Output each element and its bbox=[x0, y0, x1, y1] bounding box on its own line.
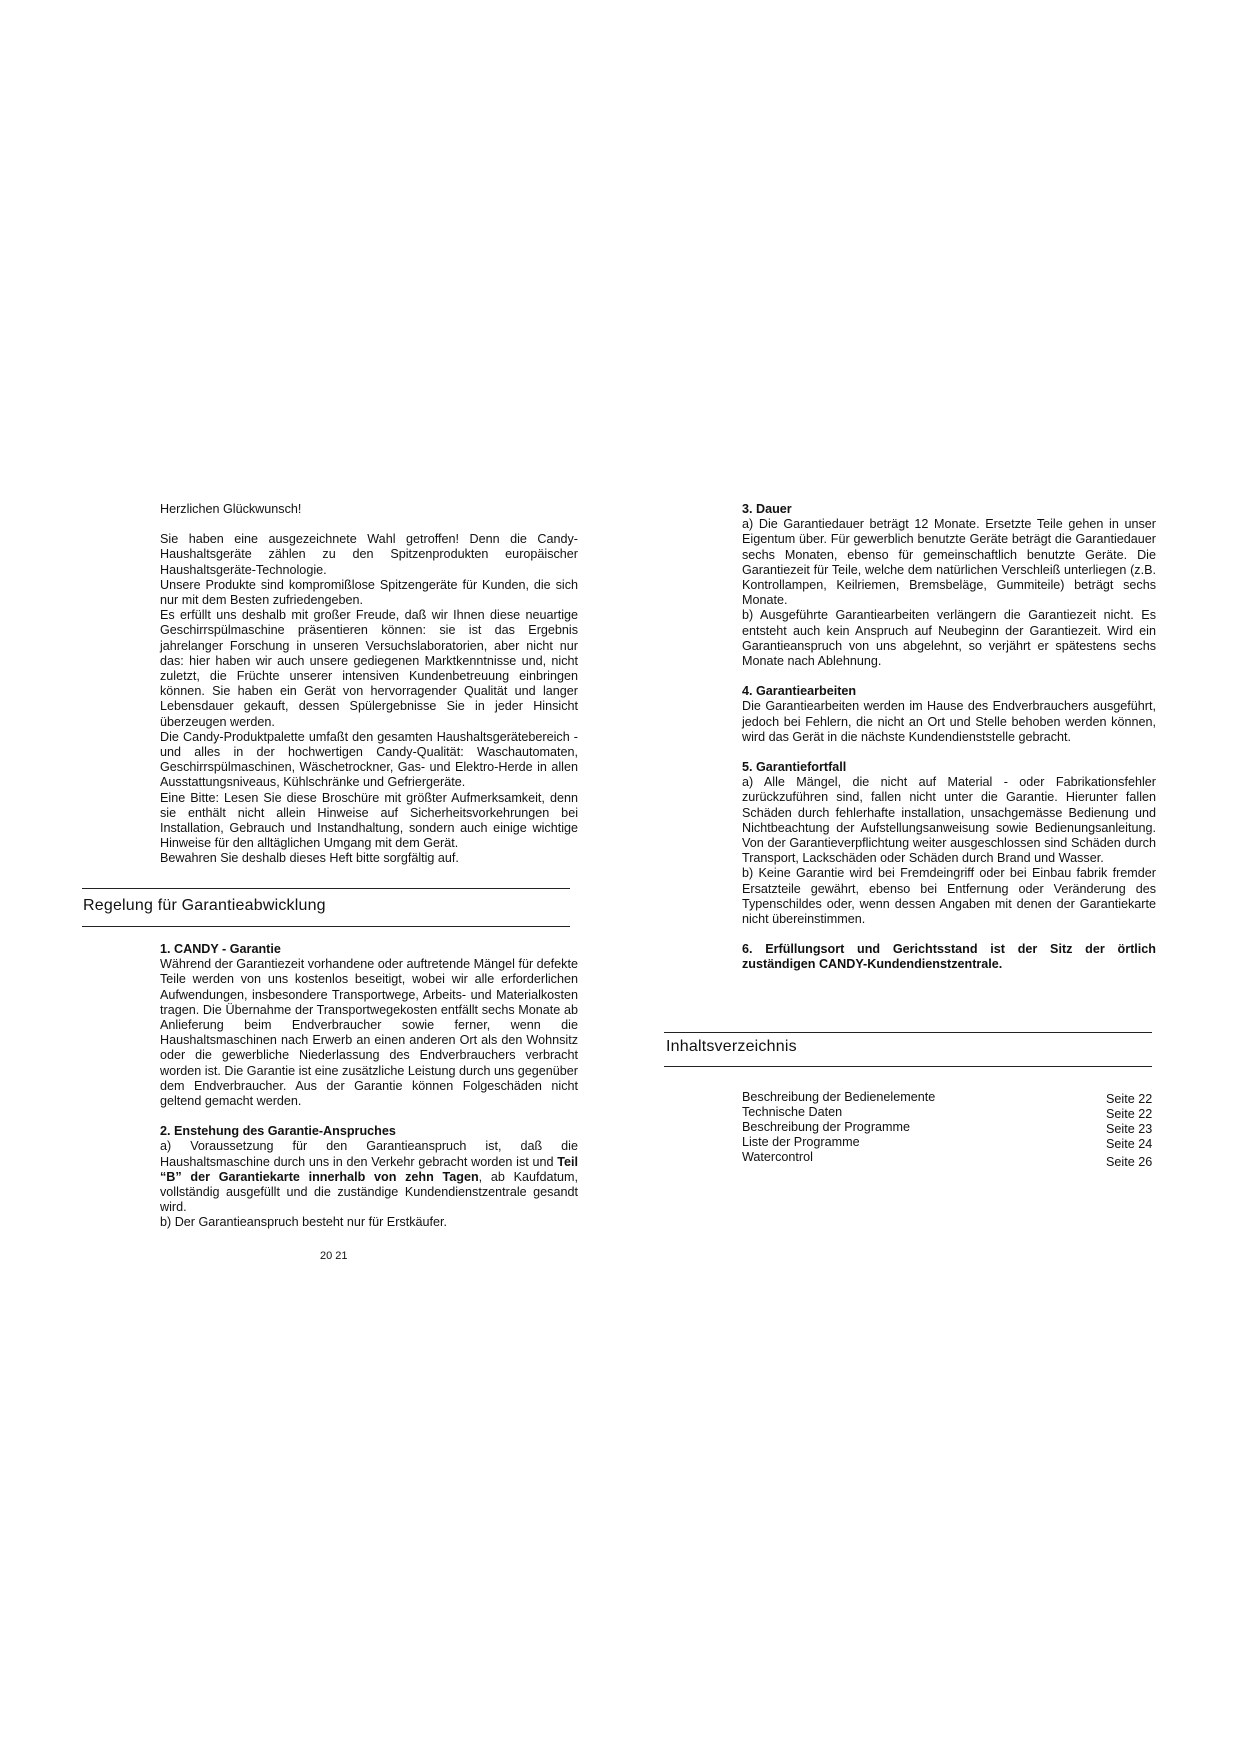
s5-a: a) Alle Mängel, die nicht auf Material - oder Fabrikationsfehler zurückzuführen sind, fallen nicht unter die Garantie. Hierunter fallen Schäden durch fehlerhafte installation, unsachgemässe Bedienung und Nichtbeachtung der Aufstellungsanweisung sowie Bedienungsanleitung. Von der Garantieverpflichtung weiter ausgeschlossen sind Schäden durch Transport, Lackschäden oder Schäden durch Brand und Wasser. bbox=[742, 775, 1156, 866]
toc-entry-label: Liste der Programme bbox=[742, 1135, 860, 1149]
intro-paragraph-3: Es erfüllt uns deshalb mit großer Freude, daß wir Ihnen diese neuartige Geschirrspülmaschine präsentieren können: sie ist das Ergebnis jahrelanger Forschung in unseren Versuchslaboratorien, aber nicht nur das: hier haben wir auch unsere gediegenen Marktkenntnisse und, nicht zuletzt, die Früchte unserer intensiven Kundenbetreuung einbringen können. Sie haben ein Gerät von hervorragender Qualität und langer Lebensdauer gekauft, dessen Spülergebnisse Sie in jeder Hinsicht überzeugen werden. bbox=[160, 608, 578, 729]
divider-bottom-toc bbox=[664, 1066, 1152, 1067]
s1-title: 1. CANDY - Garantie bbox=[160, 942, 281, 956]
toc-entry[interactable] bbox=[742, 1090, 1162, 1105]
toc-entry-page: Seite 24 bbox=[1106, 1137, 1153, 1151]
s2-a bbox=[160, 1139, 578, 1215]
s2-b: b) Der Garantieanspruch besteht nur für Erstkäufer. bbox=[160, 1215, 447, 1230]
intro-paragraph-2: Unsere Produkte sind kompromißlose Spitzengeräte für Kunden, die sich nur mit dem Besten zufriedengeben. bbox=[160, 577, 578, 608]
s4-text: Die Garantiearbeiten werden im Hause des Endverbrauchers ausgeführt, jedoch bei Fehlern, die nicht an Ort und Stelle behoben werden können, wird das Gerät in die nächste Kundendienststelle gebracht. bbox=[742, 699, 1156, 744]
warranty-section-title: Regelung für Garantieabwicklung bbox=[83, 897, 326, 914]
toc-entry-label: Technische Daten bbox=[742, 1105, 843, 1119]
toc-entry-label: Watercontrol bbox=[742, 1150, 813, 1164]
toc-entry-page: Seite 26 bbox=[1106, 1155, 1153, 1169]
divider-top-warranty bbox=[82, 888, 570, 889]
toc-entry[interactable] bbox=[742, 1120, 1162, 1135]
s2-a-bold: Teil “B” der Garantiekarte innerhalb von zehn Tagen bbox=[160, 1154, 579, 1184]
page-numbers: 20 21 bbox=[320, 1250, 348, 1262]
s3-title: 3. Dauer bbox=[742, 502, 792, 516]
s5-title: 5. Garantiefortfall bbox=[742, 760, 847, 775]
divider-top-toc bbox=[664, 1032, 1152, 1033]
toc-entry-page: Seite 22 bbox=[1106, 1092, 1153, 1106]
right-warranty bbox=[742, 502, 1156, 973]
intro-paragraph-4: Die Candy-Produktpalette umfaßt den gesamten Haushaltsgerätebereich - und alles in der hochwertigen Candy-Qualität: Waschautomaten, Geschirrspülmaschinen, Wäschetrockner, Gas- und Elektro-Herde in allen Ausstattungsniveaus, Kühlschränke und Gefriergeräte. bbox=[160, 729, 578, 790]
toc-entry[interactable] bbox=[742, 1135, 1162, 1150]
toc-entry[interactable] bbox=[742, 1150, 1162, 1169]
toc-entry-label: Beschreibung der Programme bbox=[742, 1120, 910, 1134]
toc-entry-label: Beschreibung der Bedienelemente bbox=[742, 1090, 936, 1104]
s6-text: 6. Erfüllungsort und Gerichtsstand ist der Sitz der örtlich zuständigen CANDY-Kundendienstzentrale. bbox=[742, 942, 1156, 972]
s2-title: 2. Enstehung des Garantie-Anspruches bbox=[160, 1124, 396, 1139]
left-warranty bbox=[160, 942, 578, 1231]
s5-b: b) Keine Garantie wird bei Fremdeingriff oder bei Einbau fabrik fremder Ersatzteile gewährt, ebenso bei Entfernung oder Veränderung des Typenschildes oder, wenn dessen Angaben mit denen der Garantiekarte nicht übereinstimmen. bbox=[742, 866, 1156, 927]
s3-a: a) Die Garantiedauer beträgt 12 Monate. Ersetzte Teile gehen in unser Eigentum über. Für gewerblich benutzte Geräte beträgt die Garantiedauer sechs Monaten, ebenso für gemeinschaftlich benutzte Geräte. Die Garantiezeit für Teile, welche dem natürlichen Verschleiß unterliegen (z.B. Kontrollampen, Keilriemen, Bremsbeläge, Gummiteile) beträgt sechs Monate. bbox=[742, 517, 1156, 608]
toc-entry[interactable] bbox=[742, 1105, 1162, 1120]
s2-a-post: , ab Kaufdatum, vollständig ausgefüllt und die zuständige Kundendienstzentrale gesandt wird. bbox=[160, 1169, 578, 1215]
intro-paragraph-6: Bewahren Sie deshalb dieses Heft bitte sorgfältig auf. bbox=[160, 851, 459, 866]
divider-bottom-warranty bbox=[82, 926, 570, 927]
toc-entry-page: Seite 22 bbox=[1106, 1107, 1153, 1121]
toc-title: Inhaltsverzeichnis bbox=[666, 1038, 797, 1055]
toc-list bbox=[742, 1090, 1162, 1169]
left-intro bbox=[160, 502, 578, 867]
intro-paragraph-1: Sie haben eine ausgezeichnete Wahl getroffen! Denn die Candy-Haushaltsgeräte zählen zu den Spitzenprodukten europäischer Haushaltsgeräte-Technologie. bbox=[160, 532, 578, 577]
s1-text: Während der Garantiezeit vorhandene oder auftretende Mängel für defekte Teile werden von uns kostenlos beseitigt, wobei wir alle erforderlichen Aufwendungen, insbesondere Transportwege, Arbeits- und Materialkosten tragen. Die Übernahme der Transportwegekosten entfällt sechs Monate ab Anlieferung beim Endverbraucher sowie ferner, wenn die Haushaltsmaschinen nach Erwerb an einen anderen Ort als den Wohnsitz oder die gewerbliche Niederlassung des Endverbrauchers verbracht worden ist. Die Garantie ist eine zusätzliche Leistung durch uns gegenüber dem Endverbraucher. Aus der Garantie können Folgeschäden nicht geltend gemacht werden. bbox=[160, 957, 578, 1109]
s2-a-pre: a) Voraussetzung für den Garantieanspruch ist, daß die Haushaltsmaschine durch uns in den Verkehr gebracht worden ist und bbox=[160, 1139, 578, 1169]
toc-entry-page: Seite 23 bbox=[1106, 1122, 1153, 1136]
s4-title: 4. Garantiearbeiten bbox=[742, 684, 857, 699]
greeting: Herzlichen Glückwunsch! bbox=[160, 502, 302, 516]
s3-b: b) Ausgeführte Garantiearbeiten verlängern die Garantiezeit nicht. Es entsteht auch kein Anspruch auf Neubeginn der Garantiezeit. Wird ein Garantieanspruch von uns abgelehnt, so verjährt er spätestens sechs Monate nach Ablehnung. bbox=[742, 608, 1156, 669]
intro-paragraph-5: Eine Bitte: Lesen Sie diese Broschüre mit größter Aufmerksamkeit, denn sie enthält nicht allein Hinweise auf Sicherheitsvorkehrungen bei Installation, Gebrauch und Instandhaltung, sondern auch einige wichtige Hinweise für den alltäglichen Umgang mit dem Gerät. bbox=[160, 790, 578, 851]
